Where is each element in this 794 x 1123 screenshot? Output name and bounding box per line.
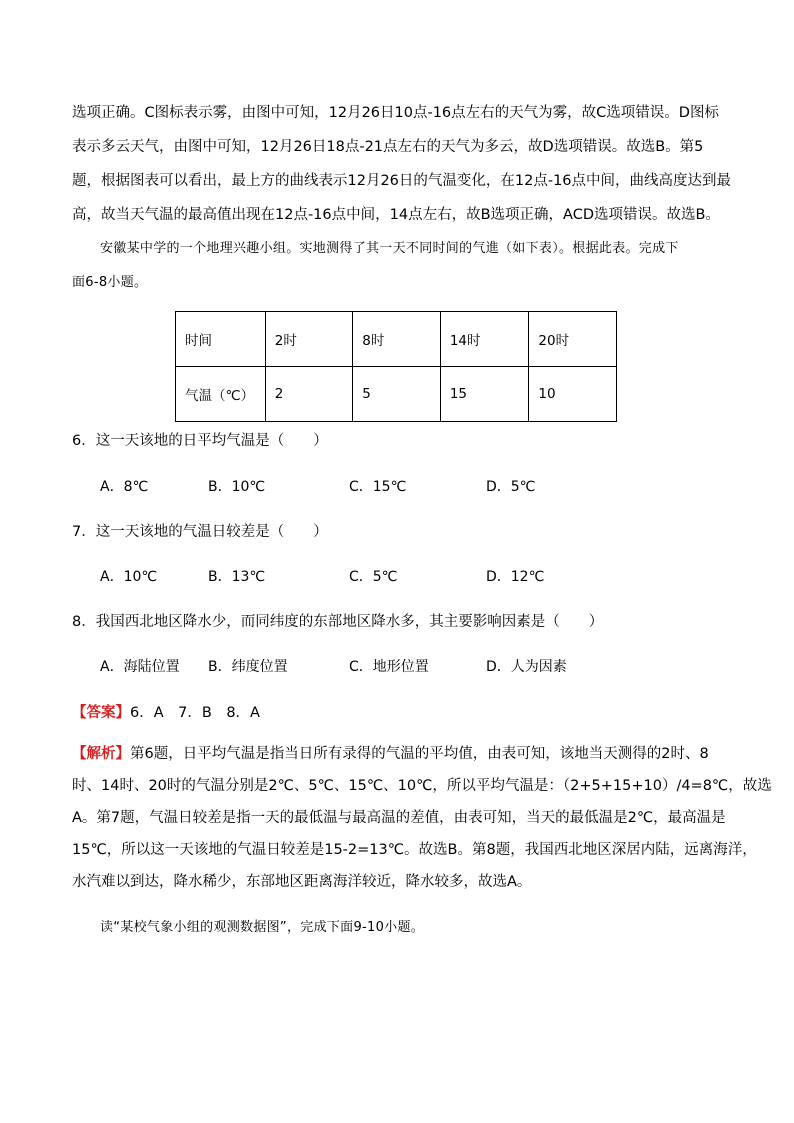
intro-line-2: 面6-8小题。: [72, 275, 148, 290]
table-cell: 15: [440, 367, 529, 422]
option-b: B．纬度位置: [208, 659, 288, 675]
option-c: C．地形位置: [349, 659, 429, 675]
explanation-line: 水汽难以到达，降水稀少，东部地区距离海洋较近，降水较多，故选A。: [72, 874, 532, 890]
option-a: A．10℃: [100, 569, 158, 585]
table-cell: 8时: [353, 312, 441, 367]
option-d: D．人为因素: [486, 659, 567, 675]
table-cell: 10: [529, 367, 617, 422]
explanation: [72, 738, 772, 898]
option-a: A．8℃: [100, 479, 149, 495]
table-header-row: [176, 312, 617, 367]
question-8: 8．我国西北地区降水少，而同纬度的东部地区降水多，其主要影响因素是（ ）: [72, 614, 604, 630]
option-b: B．13℃: [208, 569, 266, 585]
next-question-intro: 读“某校气象小组的观测数据图”，完成下面9-10小题。: [100, 920, 425, 935]
previous-explanation-line: 题，根据图表可以看出，最上方的曲线表示12月26日的气温变化，在12点-16点中间，曲线高度达到最: [72, 173, 732, 189]
question-6: 6．这一天该地的日平均气温是（ ）: [72, 433, 328, 449]
explanation-label: 【解析】: [72, 746, 130, 762]
explanation-line: 15℃，所以这一天该地的气温日较差是15-2=13℃。故选B。第8题，我国西北地区深居内陆，远离海洋，: [72, 842, 757, 858]
question-7: 7．这一天该地的气温日较差是（ ）: [72, 524, 328, 540]
table-cell: 2: [265, 367, 353, 422]
option-d: D．12℃: [486, 569, 545, 585]
explanation-line: 时、14时、20时的气温分别是2℃、5℃、15℃、10℃，所以平均气温是：（2+5+15+10）/4=8℃，故选: [72, 778, 772, 794]
explanation-line: [72, 738, 722, 770]
answer-label: 【答案】: [72, 705, 130, 721]
table-row: [176, 367, 617, 422]
previous-explanation: [72, 96, 732, 232]
previous-explanation-line: 高，故当天气温的最高值出现在12点-16点中间，14点左右，故B选项正确，ACD选项错误。故选B。: [72, 207, 720, 223]
option-c: C．5℃: [349, 569, 398, 585]
table-cell: 14时: [440, 312, 529, 367]
table-cell: 2时: [265, 312, 353, 367]
explanation-text: 第6题，日平均气温是指当日所有录得的气温的平均值，由表可知，该地当天测得的2时、8: [130, 746, 709, 762]
table-cell: 时间: [176, 312, 266, 367]
option-c: C．15℃: [349, 479, 407, 495]
previous-explanation-line: 表示多云天气，由图中可知，12月26日18点-21点左右的天气为多云，故D选项错误。故选B。第5: [72, 139, 704, 155]
option-d: D．5℃: [486, 479, 536, 495]
table-cell: 5: [353, 367, 441, 422]
table-cell: 20时: [529, 312, 617, 367]
explanation-line: A。第7题，气温日较差是指一天的最低温与最高温的差值，由表可知，当天的最低温是2℃，最高温是: [72, 810, 726, 826]
answer-text: 6．A 7．B 8．A: [130, 705, 260, 721]
intro-line-1: 安徽某中学的一个地理兴趣小组。实地测得了其一天不同时间的气進（如下表）。根据此表。完成下: [100, 241, 679, 256]
table-cell: 气温（℃）: [176, 367, 266, 422]
previous-explanation-line: 选项正确。C图标表示雾，由图中可知，12月26日10点-16点左右的天气为雾，故C选项错误。D图标: [72, 105, 719, 121]
answer-line: [72, 703, 260, 723]
option-b: B．10℃: [208, 479, 266, 495]
temperature-table: [175, 311, 617, 422]
question-group-intro: [72, 232, 722, 300]
option-a: A．海陆位置: [100, 659, 180, 675]
